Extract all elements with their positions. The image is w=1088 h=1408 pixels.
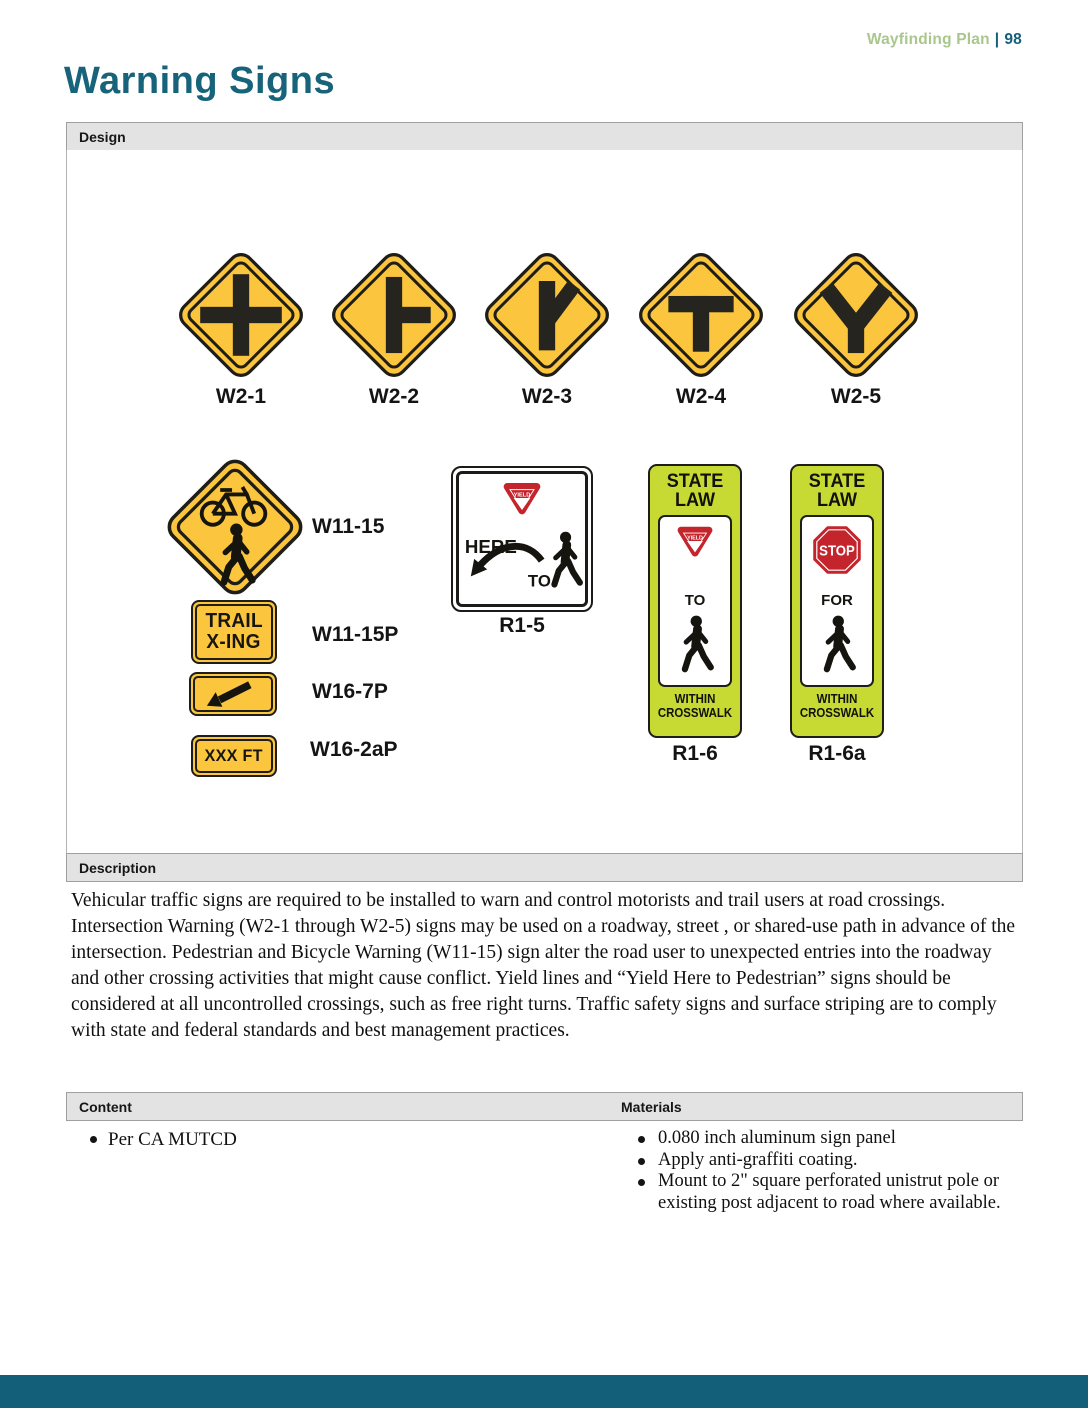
sign-label-w2-1: W2-1 — [215, 385, 267, 408]
state-word: STATE — [666, 471, 724, 492]
sign-label-w11-15p: W11-15P — [312, 623, 399, 646]
content-materials-bar — [66, 1092, 1023, 1121]
sign-label-w2-3: W2-3 — [521, 385, 573, 408]
sign-w2-4 — [633, 247, 769, 383]
sign-w2-1 — [173, 247, 309, 383]
sign-w2-3 — [479, 247, 615, 383]
to-word: TO — [684, 592, 706, 609]
sign-distance-plaque — [191, 735, 277, 777]
distance-text: XXX FT — [204, 746, 264, 765]
bullet-dot — [90, 1136, 97, 1143]
content-item — [84, 1128, 504, 1151]
diagonal-down-left-arrow-icon — [195, 678, 271, 710]
materials-item — [632, 1171, 1014, 1214]
state-law-text — [794, 472, 880, 510]
pedestrian-icon — [554, 532, 579, 585]
design-section-bar — [66, 122, 1023, 151]
plaque-face — [195, 739, 273, 773]
plan-name: Wayfinding Plan — [866, 31, 990, 48]
r1-6a-graphic — [802, 517, 872, 685]
sign-r1-5 — [451, 466, 593, 612]
bullet-dot — [638, 1158, 645, 1165]
for-word: FOR — [821, 592, 853, 609]
pedestrian-icon — [685, 616, 711, 670]
sign-label-r1-5: R1-5 — [499, 614, 545, 637]
description-section-label: Description — [79, 859, 157, 876]
header-separator: | — [994, 31, 1000, 48]
sign-label-w2-4: W2-4 — [675, 385, 727, 408]
within-word: WITHIN — [816, 691, 858, 706]
yield-emblem — [681, 530, 709, 553]
sign-face — [456, 471, 588, 607]
law-word: LAW — [816, 490, 858, 511]
design-canvas — [66, 150, 1023, 853]
sign-label-w2-2: W2-2 — [368, 385, 420, 408]
sign-trail-xing-plaque — [191, 600, 277, 664]
here-word: HERE — [464, 535, 517, 557]
bullet-dot — [638, 1179, 645, 1186]
sign-label-w16-2ap: W16-2aP — [310, 738, 398, 761]
r1-5-graphic — [459, 474, 585, 604]
materials-item-text: Apply anti-graffiti coating. — [658, 1149, 858, 1170]
page-number: 98 — [1004, 31, 1022, 48]
materials-item — [632, 1150, 1014, 1172]
stop-emblem — [814, 527, 860, 573]
bullet-dot — [638, 1136, 645, 1143]
r1-6-graphic — [660, 517, 730, 685]
materials-item-text: 0.080 inch aluminum sign panel — [658, 1128, 896, 1148]
content-item-text: Per CA MUTCD — [108, 1129, 237, 1150]
plaque-face — [195, 604, 273, 660]
page-header — [867, 31, 1022, 49]
sign-w11-15 — [161, 453, 309, 601]
crosswalk-word: CROSSWALK — [799, 705, 875, 720]
content-list — [84, 1128, 504, 1151]
materials-item-text: Mount to 2" square perforated unistrut pole or existing post adjacent to road where available. — [658, 1171, 1001, 1213]
materials-section-label: Materials — [621, 1098, 682, 1115]
sign-arrow-plaque — [189, 672, 277, 716]
materials-list — [632, 1128, 1014, 1214]
white-panel — [658, 515, 732, 687]
sign-w2-5 — [788, 247, 924, 383]
sign-label-w11-15: W11-15 — [312, 515, 385, 538]
xing-line: X-ING — [206, 631, 262, 653]
state-word: STATE — [808, 471, 866, 492]
description-text: Vehicular traffic signs are required to be installed to warn and control motorists and trail users at road crossings. Intersection Warning (W2-1 through W2-5) signs may be used on a roadway, street , or shared-use path in advance of the intersection. Pedestrian and Bicycle Warning (W11-15) sign alter the road user to unexpected entries into the roadway and other crossing activities that might cause conflict. Yield lines and “Yield Here to Pedestrian” signs should be considered at all uncontrolled crossings, such as free right turns. Traffic safety signs and surface striping are to comply with state and federal standards and best management practices. — [71, 890, 1016, 1041]
sign-label-r1-6a: R1-6a — [808, 742, 866, 765]
content-section-label: Content — [79, 1098, 132, 1115]
sign-label-r1-6: R1-6 — [672, 742, 718, 765]
white-panel — [800, 515, 874, 687]
sign-r1-6a — [790, 464, 884, 738]
to-word: TO — [527, 571, 551, 591]
yield-emblem — [507, 487, 536, 511]
sign-r1-6 — [648, 464, 742, 738]
sign-label-w16-7p: W16-7P — [312, 680, 388, 703]
within-crosswalk-text — [655, 692, 734, 720]
trail-line: TRAIL — [205, 610, 263, 632]
sign-label-w2-5: W2-5 — [830, 385, 882, 408]
law-word: LAW — [674, 490, 716, 511]
materials-item — [632, 1128, 1014, 1150]
crosswalk-word: CROSSWALK — [657, 705, 733, 720]
footer-bar — [0, 1375, 1088, 1408]
page-title: Warning Signs — [64, 60, 336, 102]
description-section-bar — [66, 853, 1023, 882]
within-word: WITHIN — [674, 691, 716, 706]
state-law-text — [652, 472, 738, 510]
design-section-label: Design — [79, 128, 126, 145]
within-crosswalk-text — [797, 692, 876, 720]
plaque-face — [193, 676, 273, 712]
sign-w2-2 — [326, 247, 462, 383]
pedestrian-icon — [827, 616, 853, 670]
